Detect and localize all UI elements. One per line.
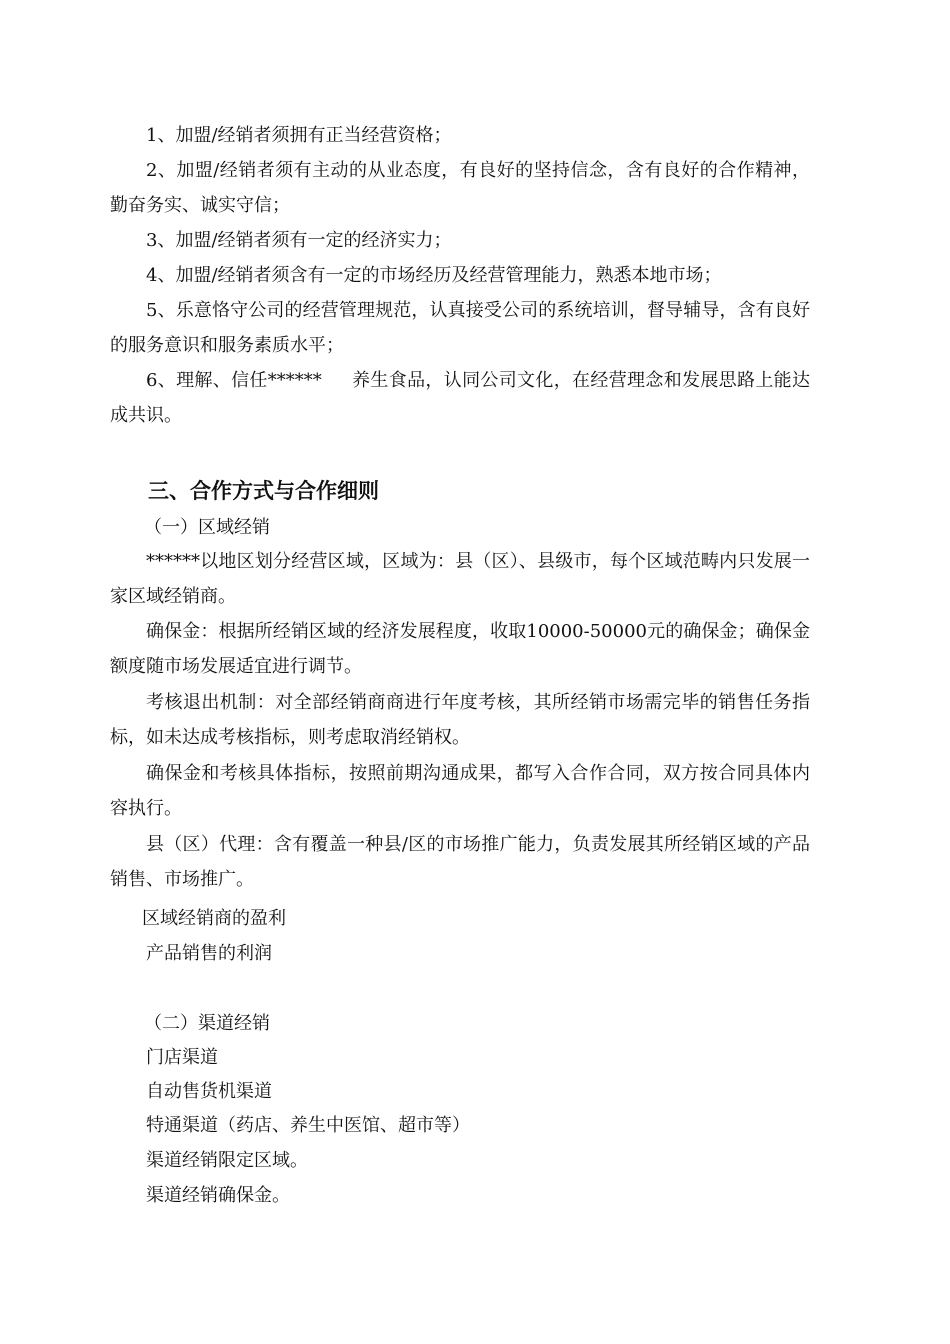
profit-title: 区域经销商的盈利 <box>142 908 286 929</box>
section-3-heading: 三、合作方式与合作细则 <box>148 479 379 503</box>
profit-item: 产品销售的利润 <box>146 943 272 964</box>
channel-item: 门店渠道 <box>146 1047 218 1068</box>
requirement-1: 1、加盟/经销者须拥有正当经营资格； <box>146 125 452 146</box>
region-division-paragraph: ******以地区划分经营区域，区域为：县（区）、县级市，每个区域范畴内只发展一家区域经销商。 <box>110 551 810 607</box>
requirement-6 <box>110 364 810 433</box>
requirement-6-part1: 6、理解、信任****** <box>146 370 322 391</box>
requirement-3: 3、加盟/经销者须有一定的经济实力； <box>146 230 452 251</box>
channel-item: 自动售货机渠道 <box>146 1081 272 1102</box>
assessment-paragraph: 考核退出机制：对全部经销商商进行年度考核，其所经销市场需完毕的销售任务指标，如未达成考核指标，则考虑取消经销权。 <box>110 692 810 748</box>
county-agent-paragraph: 县（区）代理：含有覆盖一种县/区的市场推广能力，负责发展其所经销区域的产品销售、市场推广。 <box>110 834 810 890</box>
channel-item: 渠道经销确保金。 <box>146 1185 290 1206</box>
deposit-paragraph: 确保金：根据所经销区域的经济发展程度，收取10000-50000元的确保金；确保金额度随市场发展适宜进行调节。 <box>110 621 810 677</box>
channel-item: 特通渠道（药店、养生中医馆、超市等） <box>146 1115 470 1136</box>
requirement-4: 4、加盟/经销者须含有一定的市场经历及经营管理能力，熟悉本地市场； <box>146 265 722 286</box>
requirement-6-part2: 养生食品，认同公司文化，在经营理念和发展思路上能达成共识。 <box>110 370 811 426</box>
requirement-5: 5、乐意恪守公司的经营管理规范，认真接受公司的系统培训，督导辅导，含有良好的服务意识和服务素质水平； <box>110 300 810 356</box>
requirement-2: 2、加盟/经销者须有主动的从业态度，有良好的坚持信念，含有良好的合作精神，勤奋务实、诚实守信； <box>110 160 810 216</box>
subsection-2-title: （二）渠道经销 <box>144 1013 270 1034</box>
channel-item: 渠道经销限定区域。 <box>146 1150 308 1171</box>
contract-paragraph: 确保金和考核具体指标，按照前期沟通成果，都写入合作合同，双方按合同具体内容执行。 <box>110 763 810 819</box>
subsection-1-title: （一）区域经销 <box>144 517 270 538</box>
